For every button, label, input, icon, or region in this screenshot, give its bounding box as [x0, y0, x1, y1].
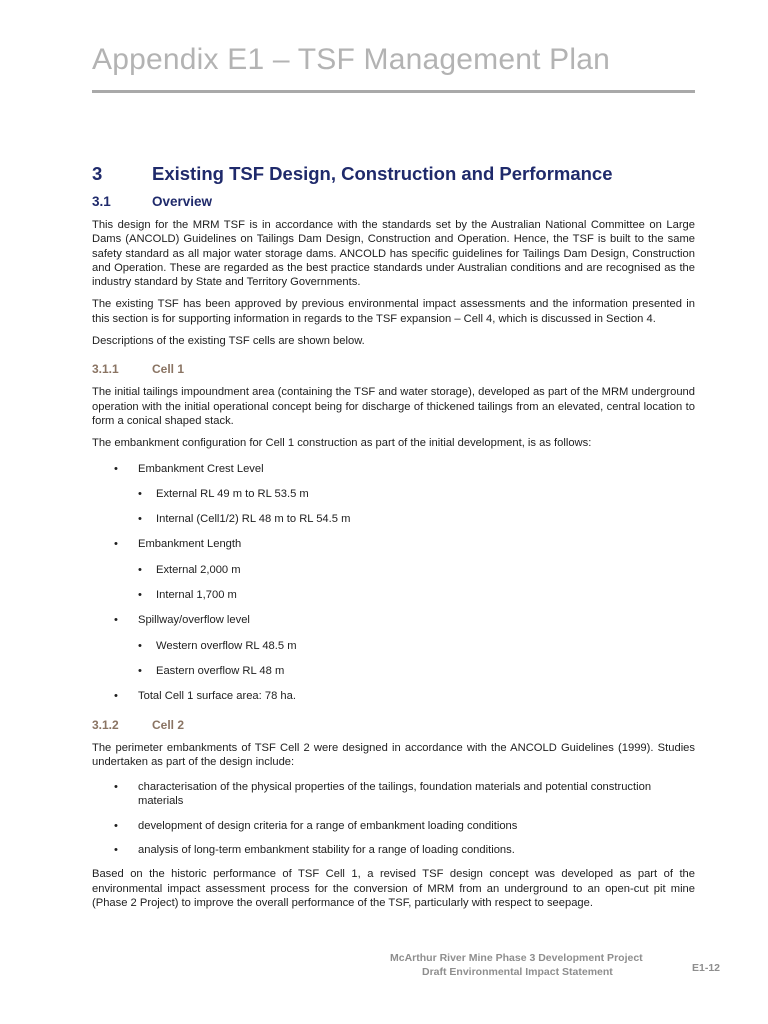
footer-document-type: Draft Environmental Impact Statement — [422, 966, 613, 978]
bullet-icon: • — [138, 664, 142, 677]
subsection-title: Overview — [152, 194, 213, 209]
bullet-icon: • — [138, 563, 142, 576]
cell2-number: 3.1.2 — [92, 717, 119, 732]
sub-list-item-label: Internal (Cell1/2) RL 48 m to RL 54.5 m — [156, 513, 351, 526]
bullet-icon: • — [138, 589, 142, 602]
sub-list-item — [92, 563, 695, 577]
section-heading — [92, 163, 695, 185]
bullet-icon: • — [114, 538, 118, 551]
list-item — [92, 462, 695, 527]
overview-paragraph: The existing TSF has been approved by previous environmental impact assessments and the information presented in this section is for supporting information in regards to the TSF expansion – Cell 4, which is discussed in Section 4. — [92, 298, 695, 325]
bullet-icon: • — [114, 462, 118, 475]
list-item-label: Embankment Crest Level — [138, 462, 264, 475]
section-title: Existing TSF Design, Construction and Performance — [152, 163, 613, 184]
cell2-study-list — [92, 780, 695, 857]
cell2-intro: The perimeter embankments of TSF Cell 2 were designed in accordance with the ANCOLD Guidelines (1999). Studies undertaken as part of the design include: — [92, 741, 695, 768]
cell1-number: 3.1.1 — [92, 362, 119, 377]
bullet-icon: • — [114, 690, 118, 703]
cell2-title: Cell 2 — [152, 717, 185, 732]
sub-list-item-label: Internal 1,700 m — [156, 589, 237, 602]
list-item — [92, 819, 658, 833]
list-item — [92, 613, 695, 678]
list-item-label: development of design criteria for a range of embankment loading conditions — [138, 819, 518, 832]
cell1-title: Cell 1 — [152, 362, 185, 377]
bullet-icon: • — [114, 614, 118, 627]
sub-list — [138, 487, 695, 527]
sub-list-item-label: External RL 49 m to RL 53.5 m — [156, 487, 309, 500]
list-item-label: Total Cell 1 surface area: 78 ha. — [138, 690, 296, 703]
cell1-embankment-list — [92, 462, 695, 704]
sub-list-item — [92, 487, 695, 501]
overview-paragraph: This design for the MRM TSF is in accordance with the standards set by the Australian National Committee on Large Dams (ANCOLD) Guidelines on Tailings Dam Design, Construction and Operation. Hence, the TSF is built to the same safety standard as all major water storage dams. ANCOLD has specific guidelines for Tailings Dam Design, Construction and Operation. These are regarded as the best practice standards under Australian conditions and are recognised as the industry standard by State and Territory Governments. — [92, 219, 695, 289]
bullet-icon: • — [138, 487, 142, 500]
cell1-paragraph: The initial tailings impoundment area (containing the TSF and water storage), developed as part of the MRM underground operation with the initial operational concept being for discharge of thickened tailings from an elevated, central location to form a conical shaped stack. — [92, 386, 695, 427]
overview-paragraph: Descriptions of the existing TSF cells are shown below. — [92, 335, 365, 348]
footer-project-title: McArthur River Mine Phase 3 Development Project — [390, 952, 643, 964]
sub-list-item-label: External 2,000 m — [156, 563, 241, 576]
sub-list-item — [92, 639, 695, 653]
list-item — [92, 780, 658, 809]
appendix-title: Appendix E1 – TSF Management Plan — [92, 43, 611, 76]
list-item — [92, 843, 658, 857]
sub-list-item — [92, 588, 695, 602]
list-item — [92, 689, 695, 703]
bullet-icon: • — [138, 639, 142, 652]
section-number: 3 — [92, 163, 103, 184]
sub-list-item-label: Western overflow RL 48.5 m — [156, 639, 297, 652]
list-item-label: analysis of long-term embankment stability for a range of loading conditions. — [138, 844, 515, 857]
bullet-icon: • — [114, 781, 118, 794]
document-body — [92, 163, 695, 918]
cell2-heading — [92, 718, 695, 732]
bullet-icon: • — [138, 513, 142, 526]
list-item-label: Embankment Length — [138, 538, 242, 551]
cell2-closing-paragraph: Based on the historic performance of TSF Cell 1, a revised TSF design concept was developed as part of the environmental impact assessment process for the conversion of MRM from an underground to an open-cut pit mine (Phase 2 Project) to improve the overall performance of the TSF, particularly with respect to seepage. — [92, 868, 695, 909]
sub-list-item — [92, 512, 695, 526]
page-number: E1-12 — [692, 962, 721, 974]
cell1-paragraph: The embankment configuration for Cell 1 construction as part of the initial development, is as follows: — [92, 437, 592, 450]
sub-list-item-label: Eastern overflow RL 48 m — [156, 664, 285, 677]
sub-list-item — [92, 664, 695, 678]
subsection-number: 3.1 — [92, 194, 111, 209]
title-divider — [92, 90, 695, 93]
sub-list — [138, 563, 695, 603]
cell1-heading — [92, 362, 695, 376]
bullet-icon: • — [114, 819, 118, 832]
subsection-heading — [92, 194, 695, 209]
list-item — [92, 537, 695, 602]
list-item-label: Spillway/overflow level — [138, 614, 250, 627]
bullet-icon: • — [114, 844, 118, 857]
list-item-label: characterisation of the physical properties of the tailings, foundation materials and potential construction materials — [138, 781, 652, 808]
sub-list — [138, 639, 695, 679]
